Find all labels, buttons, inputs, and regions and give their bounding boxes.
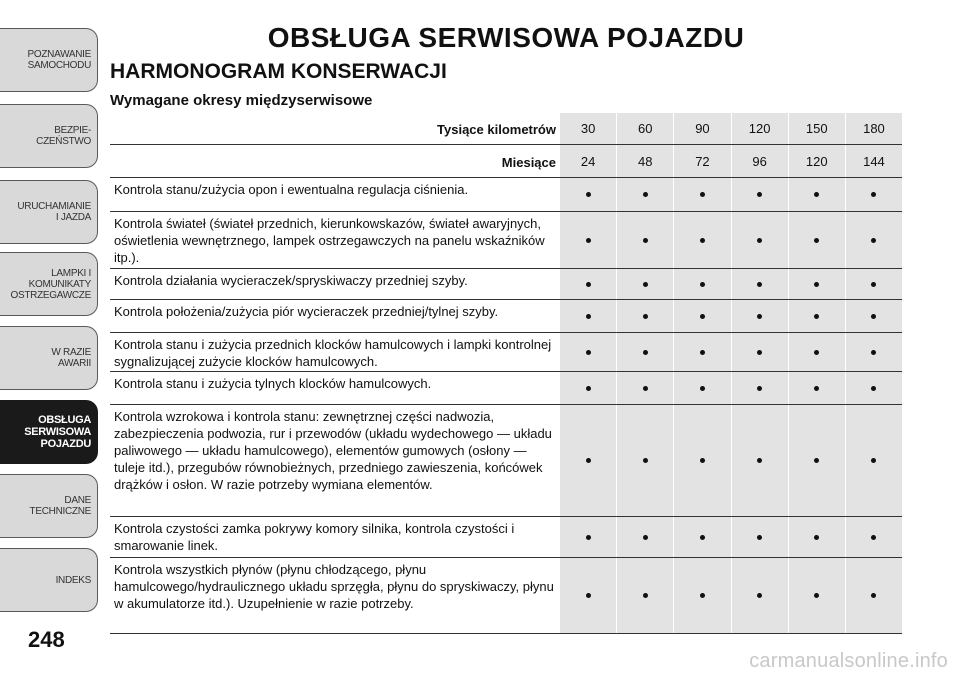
bullet-mark-icon xyxy=(757,350,762,355)
bullet-mark-icon xyxy=(757,458,762,463)
tab-label: W RAZIE AWARII xyxy=(51,347,91,369)
bullet-mark-icon xyxy=(814,386,819,391)
mark-cell xyxy=(845,517,902,557)
mark-cell xyxy=(731,300,788,332)
mark-cell xyxy=(673,372,730,404)
tab-label: LAMPKI I KOMUNIKATY OSTRZEGAWCZE xyxy=(10,267,91,301)
mark-cell xyxy=(788,269,845,299)
bullet-mark-icon xyxy=(814,535,819,540)
bullet-mark-icon xyxy=(871,593,876,598)
mark-cell xyxy=(560,405,616,516)
mark-cell xyxy=(845,269,902,299)
mark-cell xyxy=(616,405,673,516)
row-marks xyxy=(560,333,902,371)
months-values xyxy=(560,145,902,177)
mark-cell xyxy=(845,333,902,371)
km-value: 120 xyxy=(731,113,788,144)
months-value: 96 xyxy=(731,145,788,177)
bullet-mark-icon xyxy=(700,282,705,287)
mark-cell xyxy=(731,517,788,557)
bullet-mark-icon xyxy=(871,238,876,243)
km-value: 180 xyxy=(845,113,902,144)
tab-dane-techniczne[interactable] xyxy=(0,474,98,538)
mark-cell xyxy=(560,300,616,332)
tab-label: INDEKS xyxy=(55,574,91,586)
bullet-mark-icon xyxy=(700,458,705,463)
bullet-mark-icon xyxy=(643,350,648,355)
bullet-mark-icon xyxy=(643,314,648,319)
mark-cell xyxy=(788,300,845,332)
row-marks xyxy=(560,372,902,404)
bullet-mark-icon xyxy=(700,238,705,243)
mark-cell xyxy=(616,269,673,299)
bullet-mark-icon xyxy=(586,386,591,391)
bullet-mark-icon xyxy=(586,282,591,287)
mark-cell xyxy=(731,212,788,268)
tab-poznawanie-samochodu[interactable] xyxy=(0,28,98,92)
bullet-mark-icon xyxy=(700,350,705,355)
row-description: Kontrola stanu/zużycia opon i ewentualna regulacja ciśnienia. xyxy=(114,182,469,197)
bullet-mark-icon xyxy=(871,314,876,319)
bullet-mark-icon xyxy=(871,386,876,391)
bullet-mark-icon xyxy=(757,314,762,319)
bullet-mark-icon xyxy=(757,238,762,243)
mark-cell xyxy=(673,333,730,371)
km-value: 150 xyxy=(788,113,845,144)
bullet-mark-icon xyxy=(871,458,876,463)
km-value: 60 xyxy=(616,113,673,144)
mark-cell xyxy=(731,558,788,633)
bullet-mark-icon xyxy=(700,535,705,540)
row-marks xyxy=(560,405,902,516)
page-title: OBSŁUGA SERWISOWA POJAZDU xyxy=(267,22,745,53)
bullet-mark-icon xyxy=(814,238,819,243)
bullet-mark-icon xyxy=(757,593,762,598)
table-row xyxy=(110,300,902,333)
tab-lampki-i-komunikaty[interactable] xyxy=(0,252,98,316)
bullet-mark-icon xyxy=(586,458,591,463)
row-description: Kontrola stanu i zużycia przednich klocków hamulcowych i lampki kontrolnej sygnalizującej zużycie klocków hamulcowych. xyxy=(114,337,552,369)
row-marks xyxy=(560,269,902,299)
mark-cell xyxy=(560,517,616,557)
table-row xyxy=(110,269,902,300)
km-values xyxy=(560,113,902,144)
mark-cell xyxy=(788,372,845,404)
header-row-months xyxy=(110,145,902,178)
mark-cell xyxy=(731,405,788,516)
months-value: 120 xyxy=(788,145,845,177)
bullet-mark-icon xyxy=(643,192,648,197)
bullet-mark-icon xyxy=(757,192,762,197)
section-title: HARMONOGRAM KONSERWACJI xyxy=(110,60,447,83)
bullet-mark-icon xyxy=(814,458,819,463)
mark-cell xyxy=(788,333,845,371)
mark-cell xyxy=(845,405,902,516)
tab-uruchamianie-i-jazda[interactable] xyxy=(0,180,98,244)
tab-label: BEZPIE- CZEŃSTWO xyxy=(36,125,91,147)
mark-cell xyxy=(616,300,673,332)
mark-cell xyxy=(560,269,616,299)
tab-indeks[interactable] xyxy=(0,548,98,612)
months-value: 48 xyxy=(616,145,673,177)
row-marks xyxy=(560,558,902,633)
mark-cell xyxy=(788,178,845,211)
mark-cell xyxy=(845,212,902,268)
mark-cell xyxy=(673,212,730,268)
bullet-mark-icon xyxy=(586,192,591,197)
months-value: 144 xyxy=(845,145,902,177)
table-row xyxy=(110,372,902,405)
mark-cell xyxy=(560,333,616,371)
months-value: 72 xyxy=(673,145,730,177)
bullet-mark-icon xyxy=(814,593,819,598)
tab-obsluga-serwisowa[interactable] xyxy=(0,400,98,464)
bullet-mark-icon xyxy=(814,314,819,319)
mark-cell xyxy=(560,558,616,633)
bullet-mark-icon xyxy=(643,458,648,463)
tab-label: OBSŁUGA SERWISOWA POJAZDU xyxy=(24,414,91,450)
km-value: 90 xyxy=(673,113,730,144)
mark-cell xyxy=(560,212,616,268)
row-description: Kontrola czystości zamka pokrywy komory silnika, kontrola czystości i smarowanie linek. xyxy=(114,521,515,553)
mark-cell xyxy=(731,178,788,211)
mark-cell xyxy=(788,405,845,516)
tab-label: DANE TECHNICZNE xyxy=(29,495,91,517)
row-marks xyxy=(560,300,902,332)
page-number: 248 xyxy=(28,627,65,652)
row-marks xyxy=(560,178,902,211)
bullet-mark-icon xyxy=(643,535,648,540)
bullet-mark-icon xyxy=(871,535,876,540)
table-row xyxy=(110,333,902,372)
mark-cell xyxy=(560,178,616,211)
mark-cell xyxy=(673,517,730,557)
bullet-mark-icon xyxy=(871,350,876,355)
table-row xyxy=(110,558,902,634)
mark-cell xyxy=(845,372,902,404)
tab-w-razie-awarii[interactable] xyxy=(0,326,98,390)
bullet-mark-icon xyxy=(586,350,591,355)
bullet-mark-icon xyxy=(643,593,648,598)
bullet-mark-icon xyxy=(814,192,819,197)
bullet-mark-icon xyxy=(586,535,591,540)
row-description: Kontrola stanu i zużycia tylnych klocków hamulcowych. xyxy=(114,376,432,391)
bullet-mark-icon xyxy=(700,192,705,197)
table-row xyxy=(110,178,902,212)
bullet-mark-icon xyxy=(586,314,591,319)
bullet-mark-icon xyxy=(757,535,762,540)
maintenance-table xyxy=(110,113,902,634)
mark-cell xyxy=(673,558,730,633)
tab-label: POZNAWANIE SAMOCHODU xyxy=(27,49,91,71)
table-row xyxy=(110,212,902,269)
mark-cell xyxy=(673,178,730,211)
bullet-mark-icon xyxy=(586,593,591,598)
mark-cell xyxy=(731,372,788,404)
bullet-mark-icon xyxy=(757,282,762,287)
row-marks xyxy=(560,517,902,557)
mark-cell xyxy=(788,517,845,557)
months-header-label: Miesiące xyxy=(501,155,556,170)
bullet-mark-icon xyxy=(586,238,591,243)
mark-cell xyxy=(560,372,616,404)
table-row xyxy=(110,405,902,517)
bullet-mark-icon xyxy=(814,350,819,355)
months-value: 24 xyxy=(580,153,596,169)
bullet-mark-icon xyxy=(871,192,876,197)
mark-cell xyxy=(673,269,730,299)
watermark: carmanualsonline.info xyxy=(749,650,948,672)
mark-cell xyxy=(788,558,845,633)
table-body xyxy=(110,178,902,634)
row-marks xyxy=(560,212,902,268)
subsection-title: Wymagane okresy międzyserwisowe xyxy=(110,92,373,109)
row-description: Kontrola położenia/zużycia piór wycieraczek przedniej/tylnej szyby. xyxy=(114,304,499,319)
bullet-mark-icon xyxy=(643,282,648,287)
mark-cell xyxy=(616,372,673,404)
mark-cell xyxy=(616,517,673,557)
km-value: 30 xyxy=(580,121,596,136)
header-row-km xyxy=(110,113,902,145)
tab-bezpieczenstwo[interactable] xyxy=(0,104,98,168)
mark-cell xyxy=(673,405,730,516)
bullet-mark-icon xyxy=(700,386,705,391)
km-header-label: Tysiące kilometrów xyxy=(437,122,556,137)
bullet-mark-icon xyxy=(643,386,648,391)
row-description: Kontrola działania wycieraczek/spryskiwaczy przedniej szyby. xyxy=(114,273,468,288)
row-description: Kontrola wzrokowa i kontrola stanu: zewnętrznej części nadwozia, zabezpieczenia podwozia, rur i przewodów (układu wydechowego — układu paliwowego — układu hamulcowego), elementów gumowych (osłony — tuleje itd.), przegubów równobieżnych, przedniego zawieszenia, końcówek drążków i osłon. W razie potrzeby wymiana elementów. xyxy=(114,409,552,492)
bullet-mark-icon xyxy=(871,282,876,287)
row-description: Kontrola wszystkich płynów (płynu chłodzącego, płynu hamulcowego/hydraulicznego układu sprzęgła, płynu do spryskiwaczy, płynu w akumulatorze itd.). Uzupełnienie w razie potrzeby. xyxy=(114,562,554,611)
mark-cell xyxy=(731,269,788,299)
table-row xyxy=(110,517,902,558)
mark-cell xyxy=(845,178,902,211)
mark-cell xyxy=(845,300,902,332)
bullet-mark-icon xyxy=(814,282,819,287)
mark-cell xyxy=(616,558,673,633)
mark-cell xyxy=(673,300,730,332)
bullet-mark-icon xyxy=(643,238,648,243)
mark-cell xyxy=(731,333,788,371)
mark-cell xyxy=(616,333,673,371)
bullet-mark-icon xyxy=(757,386,762,391)
mark-cell xyxy=(616,178,673,211)
mark-cell xyxy=(788,212,845,268)
bullet-mark-icon xyxy=(700,593,705,598)
bullet-mark-icon xyxy=(700,314,705,319)
mark-cell xyxy=(845,558,902,633)
mark-cell xyxy=(616,212,673,268)
row-description: Kontrola świateł (świateł przednich, kierunkowskazów, świateł awaryjnych, oświetlenia wewnętrznego, lampek ostrzegawczych na panelu wskaźników itp.). xyxy=(114,216,545,265)
tab-label: URUCHAMIANIE I JAZDA xyxy=(17,201,91,223)
